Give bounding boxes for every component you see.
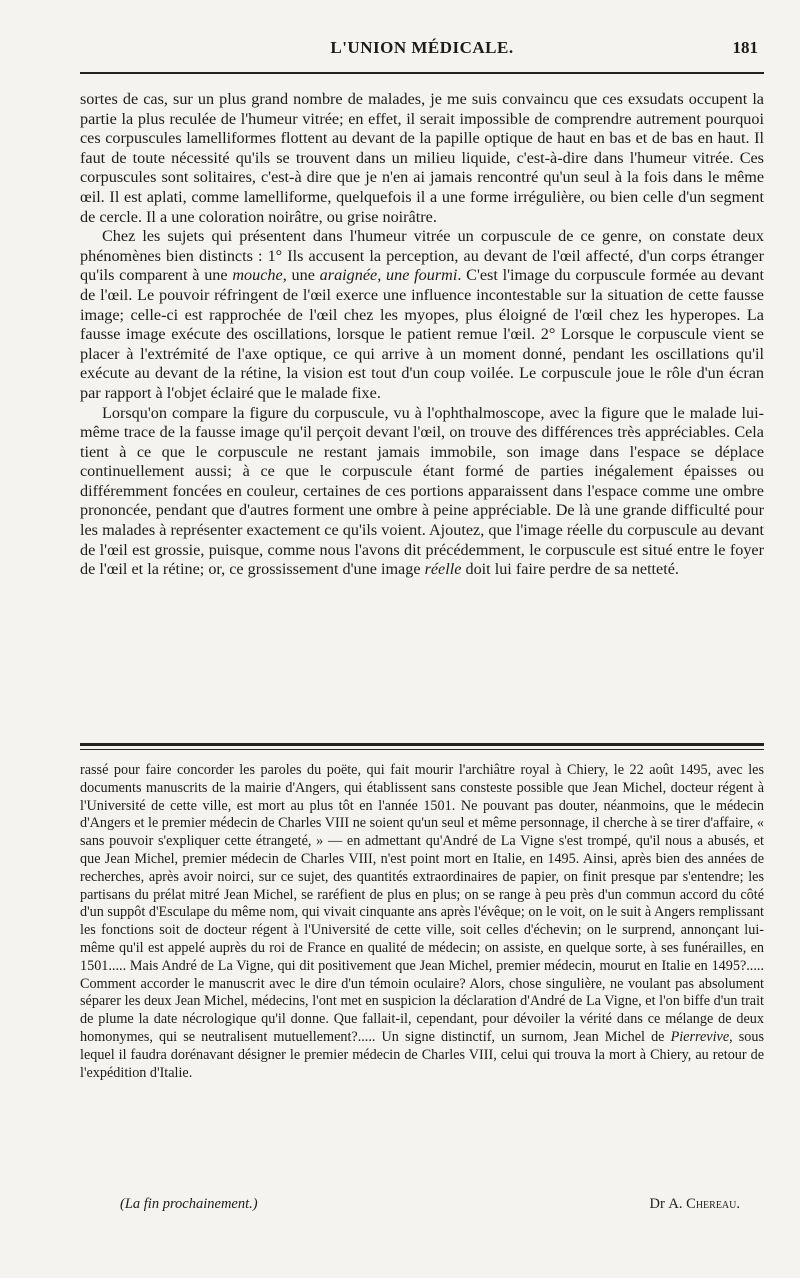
paragraph-3-reelle: réelle — [424, 560, 462, 579]
footnote-text-b: , sous lequel il faudra dorénavant désigner le premier médecin de Charles VIII, celui qui trouva la mort à Chiery, au retour de l'expédition d'Italie. — [80, 1028, 765, 1081]
paragraph-2-text-b: , une — [282, 266, 320, 285]
paragraph-3 — [80, 404, 764, 580]
author-name: A. Chereau. — [668, 1196, 740, 1212]
paragraph-2 — [80, 227, 764, 403]
main-article-text — [80, 90, 764, 580]
footnote-paragraph — [80, 762, 764, 1082]
article-closing — [120, 1196, 740, 1216]
journal-title: L'UNION MÉDICALE. — [330, 38, 514, 57]
paragraph-3-text-a: Lorsqu'on compare la figure du corpuscule, vu à l'ophthalmoscope, avec la figure que le malade lui-même trace de la fausse image qu'il perçoit devant l'œil, on trouve des différences très appréciables. Cela tient à ce que le corpuscule ne restant jamais immobile, son image dans l'espace se déplace continuellement aussi; à ce que le corpuscule étant formé de parties inégalement épaisses ou différemment foncées en couleur, certaines de ces portions apparaissent dans l'espace comme une ombre prononcée, pendant que d'autres forment une ombre à peine appréciable. De là une grande difficulté pour les malades à représenter exactement ce qu'ils voient. Ajoutez, que l'image réelle du corpuscule au devant de l'œil est grossie, puisque, comme nous l'avons dit précédemment, le corpuscule est situé entre le foyer de l'œil et la rétine; or, ce grossissement d'une image — [80, 403, 764, 579]
paragraph-2-mouche: mouche — [232, 266, 283, 285]
footnote-text-a: rassé pour faire concorder les paroles du poëte, qui fait mourir l'archiâtre royal à Chiery, le 22 août 1495, avec les documents manuscrits de la mairie d'Angers, qui établissent sans consteste possible que Jean Michel, docteur régent à l'Université de cette ville, est mort au plus tôt en l'année 1501. Ne pouvant pas douter, néanmoins, que le médecin d'Angers et le premier médecin de Charles VIII ne soient qu'un seul et même personnage, il cherche à se tirer d'affaire, « sans pouvoir s'expliquer cette étrangeté, » — en admettant qu'André de La Vigne s'est trompé, qu'il nous a abusés, et que Jean Michel, premier médecin de Charles VIII, n'est point mort en Italie, en 1495. Ainsi, après bien des années de recherches, après avoir noirci, sur ce sujet, des quantités extraordinaires de papier, on finit presque par s'entendre; les partisans du prélat mitré Jean Michel, se raréfient de plus en plus; on se range à peu près d'un commun accord du côté d'un suppôt d'Esculape du même nom, qui vivait cinquante ans après l'évêque; on le voit, on le suit à Angers remplissant les fonctions soit de docteur régent à l'Université de cette ville, soit celles d'échevin; on le surprend, annonçant lui-même qu'il est appelé auprès du roi de France en qualité de médecin; on assiste, en quelque sorte, à ses funérailles, en 1501..... Mais André de La Vigne, qui dit positivement que Jean Michel, premier médecin, mourut en Italie en 1495?..... Comment accorder le manuscrit avec le dire d'un témoin oculaire? Alors, chose singulière, ne voulant pas absolument séparer les deux Jean Michel, médecins, l'ont met en suspicion la déclaration d'André de La Vigne, et l'on biffe d'un trait de plume la date nécrologique qu'il donne. Que fallait-il, cependant, pour dévoiler la vérité dans ce mélange de deux homonymes, qui se neutralisent mutuellement?..... Un signe distinctif, un surnom, Jean Michel de — [80, 762, 764, 1045]
footnote-text — [80, 762, 764, 1082]
footnote-separator — [80, 743, 764, 750]
page-number: 181 — [732, 38, 758, 57]
author-title: Dr — [649, 1196, 669, 1212]
author-signature — [649, 1196, 740, 1213]
running-header — [80, 38, 764, 64]
footnote-pierrevive: Pierrevive — [670, 1028, 730, 1045]
paragraph-2-araignee: araignée, une fourmi — [319, 266, 458, 285]
paragraph-1: sortes de cas, sur un plus grand nombre de malades, je me suis convaincu que ces exsudats occupent la partie la plus reculée de l'humeur vitrée; en effet, il serait impossible de comprendre autrement pourquoi ces corpuscules lamelliformes flottent au devant de la papille optique de haut en bas et de bas en haut. Il faut de toute nécessité qu'ils se trouvent dans un milieu liquide, c'est-à-dire dans l'humeur vitrée. Ces corpuscules sont solitaires, c'est-à dire que je n'en ai jamais rencontré qu'un seul à la fois dans le même œil. Il est aplati, comme lamelliforme, quelquefois il a une forme irrégulière, ou bien celle d'un segment de cercle. Il a une coloration noirâtre, ou grise noirâtre. — [80, 90, 764, 226]
paragraph-2-text-c: . C'est l'image du corpuscule formée au devant de l'œil. Le pouvoir réfringent de l'œil exerce une influence incontestable sur la situation de cette fausse image; celle-ci est rapprochée de l'œil chez les myopes, plus éloigné de l'œil chez les hyperopes. La fausse image exécute des oscillations, lorsque le patient remue l'œil. 2° Lorsque le corpuscule vient se placer à l'extrémité de l'axe optique, ce qui arrive à un moment donné, pendant les oscillations qu'il exécute au devant de la rétine, la vision est tout d'un coup voilée. Le corpuscule joue le rôle d'un écran par rapport à l'objet éclairé que le malade fixe. — [80, 266, 764, 402]
header-rule — [80, 72, 764, 74]
paragraph-3-text-b: doit lui faire perdre de sa netteté. — [461, 560, 679, 579]
continued-note: (La fin prochainement.) — [120, 1196, 258, 1212]
paragraph-2-text-a: Chez les sujets qui présentent dans l'humeur vitrée un corpuscule de ce genre, on constate deux phénomènes bien distincts : 1° Ils accusent la perception, au devant de l'œil affecté, d'un corps étranger qu'ils comparent à une — [80, 227, 764, 285]
